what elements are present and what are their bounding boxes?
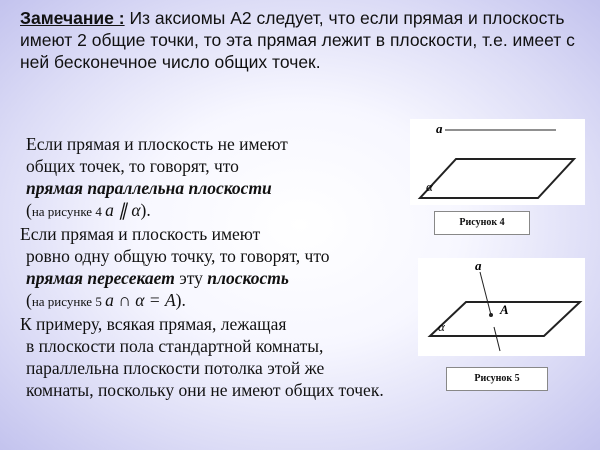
remark-paragraph: [20, 7, 585, 73]
plane: [420, 159, 574, 198]
line-a-label: a: [475, 258, 482, 273]
figure-4-drawing: [410, 119, 585, 205]
p2-paren-close: ).: [175, 290, 186, 310]
p2-line2: ровно одну общую точку, то говорят, что: [26, 246, 330, 266]
p1-definition: прямая параллельна плоскости: [26, 178, 272, 198]
p3-line1: К примеру, всякая прямая, лежащая: [20, 314, 287, 334]
p1-paren-close: ).: [140, 200, 151, 220]
p1-formula: a ∥ α: [105, 200, 141, 220]
remark-text: Из аксиомы А2 следует, что если прямая и плоскость имеют 2 общие точки, то эта прямая лежит в плоскости, т.е. имеет с ней бесконечное число общих точек.: [20, 8, 575, 72]
point-A: [489, 313, 493, 317]
figure-4-caption: Рисунок 4: [434, 211, 530, 235]
p2-definition: [20, 267, 440, 289]
p2-formula: a ∩ α = A: [105, 290, 176, 310]
p2-bold-1: прямая пересекает: [26, 268, 175, 288]
p2-mid: эту: [174, 268, 208, 288]
p1-paren-open: (: [26, 200, 32, 220]
p1-figure-ref: на рисунке 4: [31, 204, 106, 219]
p1-line1: Если прямая и плоскость не имеют: [26, 134, 288, 154]
p1-line2: общих точек, то говорят, что: [26, 156, 239, 176]
p3-line2: в плоскости пола стандартной комнаты,: [26, 336, 324, 356]
line-a-label: a: [436, 121, 443, 136]
line-a-lower: [494, 327, 500, 351]
point-A-label: A: [500, 302, 509, 317]
p2-paren-open: (: [26, 290, 32, 310]
p2-reference: [20, 289, 440, 313]
figure-5: [418, 258, 585, 356]
p3-line4: комнаты, поскольку они не имеют общих точек.: [26, 380, 384, 400]
figure-5-caption: Рисунок 5: [446, 367, 548, 391]
p1-reference: [20, 199, 440, 223]
p2-figure-ref: на рисунке 5: [31, 294, 106, 309]
plane-alpha-label: α: [438, 319, 445, 334]
figure-5-drawing: [418, 258, 585, 356]
figure-4: [410, 119, 585, 205]
p2-line1: Если прямая и плоскость имеют: [20, 224, 261, 244]
main-text: [20, 133, 440, 401]
p2-bold-2: плоскость: [207, 268, 289, 288]
remark-label: Замечание :: [20, 8, 125, 28]
p3-line3: параллельна плоскости потолка этой же: [26, 358, 325, 378]
line-a-upper: [480, 272, 491, 315]
plane-alpha-label: α: [426, 179, 433, 194]
